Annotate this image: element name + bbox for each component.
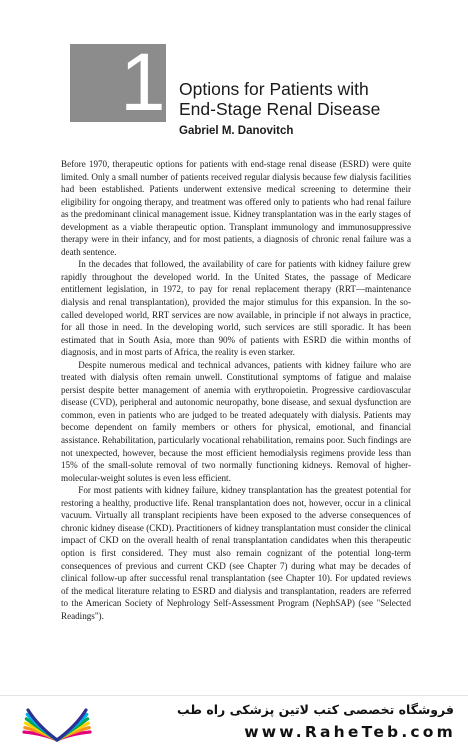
footer-shop-name: فروشگاه تخصصی کتب لاتین پزشکی راه طب (177, 702, 454, 717)
chapter-title-line-2: End-Stage Renal Disease (179, 99, 381, 119)
body-paragraph: In the decades that followed, the availability of care for patients with kidney failure grew rapidly throughout the developed world. In the United States, the passage of Medicare entitlement legislation, in 1972, to pay for renal replacement therapy (RRT—maintenance dialysis and renal transplantation), provided the major stimulus for this expansion. In the so-called developed world, RRT services are now available, in principle if not always in practice, for all those in need. In the developing world, such services are still sporadic. It has been estimated that in South Asia, more than 90% of patients with ESRD die within months of diagnosis, and in most parts of Africa, the reality is even starker. (61, 259, 411, 358)
open-book-logo-icon (18, 704, 96, 744)
chapter-number: 1 (120, 37, 166, 128)
body-paragraph: For most patients with kidney failure, kidney transplantation has the greatest potential for restoring a healthy, productive life. Renal transplantation does not, however, occur in a clinical vacuum. Virtually all transplant recipients have been exposed to the adverse consequences of chronic kidney disease (CKD). Practitioners of kidney transplantation must consider the clinical impact of CKD on the overall health of renal transplantation candidates when this therapeutic option is first considered. They must also remain cognizant of the potential long-term consequences of previous and current CKD (see Chapter 7) during what may be decades of clinical follow-up after successful renal transplantation (see Chapter 10). For updated reviews of the medical literature relating to ESRD and dialysis and transplantation, readers are referred to the American Society of Nephrology Self-Assessment Program (NephSAP) (see "Selected Readings"). (61, 485, 411, 621)
chapter-title (179, 79, 449, 119)
chapter-body (61, 158, 411, 622)
body-paragraph: Despite numerous medical and technical advances, patients with kidney failure who are treated with dialysis often remain unwell. Constitutional symptoms of fatigue and malaise persist despite better management of anemia with erythropoietin. Progressive cardiovascular disease (CVD), peripheral and autonomic neuropathy, bone disease, and sexual dysfunction are common, even in patients who are judged to be treated adequately with dialysis. Patients may become dependent on family members or others for physical, emotional, and financial assistance. Rehabilitation, particularly vocational rehabilitation, remains poor. Such findings are not unexpected, however, because the most efficient hemodialysis regimens provide less than 15% of the small-solute removal of two normally functioning kidneys. Removal of higher-molecular-weight solutes is even less efficient. (61, 359, 411, 483)
watermark-footer (0, 695, 468, 749)
body-paragraph: Before 1970, therapeutic options for patients with end-stage renal disease (ESRD) were quite limited. Only a small number of patients received regular dialysis because few dialysis facilities had been established. Patients underwent extensive medical screening to determine their eligibility for ongoing therapy, and treatment was offered only to patients who had renal failure as the predominant clinical management issue. Kidney transplantation was in the early stages of development as a viable therapeutic option. Transplant immunology and immunosuppressive therapy were in their infancy, and for most patients, a diagnosis of chronic renal failure was a death sentence. (61, 159, 411, 257)
chapter-author: Gabriel M. Danovitch (179, 125, 294, 137)
chapter-title-line-1: Options for Patients with (179, 79, 369, 99)
footer-website-link[interactable]: www.RaheTeb.com (244, 723, 456, 741)
